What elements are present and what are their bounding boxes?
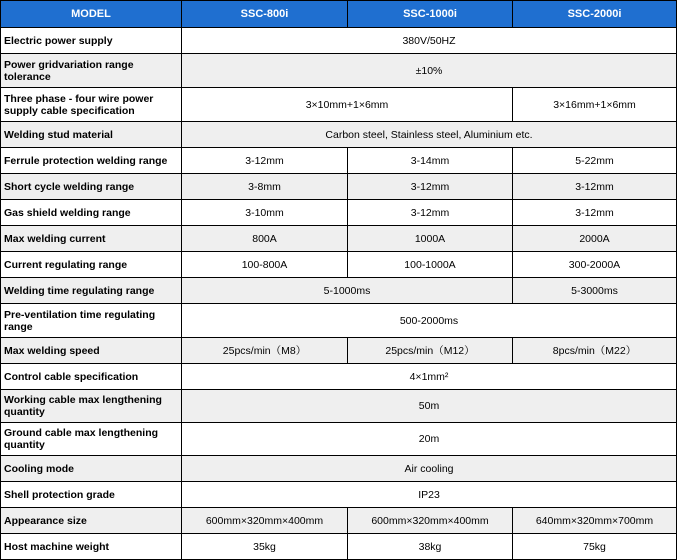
row-label: Short cycle welding range	[1, 174, 182, 200]
row-label: Pre-ventilation time regulating range	[1, 304, 182, 338]
row-label: Welding time regulating range	[1, 278, 182, 304]
row-label: Power gridvariation range tolerance	[1, 54, 182, 88]
row-value: Air cooling	[182, 456, 677, 482]
header-ssc-800i: SSC-800i	[182, 1, 348, 28]
row-value-2000: 2000A	[513, 226, 677, 252]
row-weight	[1, 534, 677, 560]
row-shell-grade	[1, 482, 677, 508]
row-value-1000: 25pcs/min（M12）	[348, 338, 513, 364]
row-label: Current regulating range	[1, 252, 182, 278]
row-value-2000: 3-12mm	[513, 200, 677, 226]
row-gas-shield	[1, 200, 677, 226]
row-label: Max welding current	[1, 226, 182, 252]
row-power-supply	[1, 28, 677, 54]
row-value: Carbon steel, Stainless steel, Aluminium etc.	[182, 122, 677, 148]
row-value-800: 3-8mm	[182, 174, 348, 200]
header-row	[1, 1, 677, 28]
row-value: 500-2000ms	[182, 304, 677, 338]
row-value-2000: 75kg	[513, 534, 677, 560]
row-value-2000: 3-12mm	[513, 174, 677, 200]
row-value-2000: 300-2000A	[513, 252, 677, 278]
row-value: ±10%	[182, 54, 677, 88]
row-cable-spec	[1, 88, 677, 122]
row-value-800-1000: 3×10mm+1×6mm	[182, 88, 513, 122]
row-value-1000: 3-14mm	[348, 148, 513, 174]
row-value: 50m	[182, 390, 677, 423]
row-value-1000: 3-12mm	[348, 174, 513, 200]
row-value-800: 25pcs/min（M8）	[182, 338, 348, 364]
row-value-1000: 3-12mm	[348, 200, 513, 226]
row-label: Ground cable max lengthening quantity	[1, 423, 182, 456]
row-working-cable	[1, 390, 677, 423]
row-control-cable	[1, 364, 677, 390]
row-value-1000: 600mm×320mm×400mm	[348, 508, 513, 534]
row-value-2000: 8pcs/min（M22）	[513, 338, 677, 364]
row-label: Ferrule protection welding range	[1, 148, 182, 174]
row-label: Welding stud material	[1, 122, 182, 148]
row-time-range	[1, 278, 677, 304]
row-label: Max welding speed	[1, 338, 182, 364]
row-label: Host machine weight	[1, 534, 182, 560]
row-value-2000: 5-3000ms	[513, 278, 677, 304]
row-value-2000: 5-22mm	[513, 148, 677, 174]
row-value-800: 600mm×320mm×400mm	[182, 508, 348, 534]
row-value-800: 800A	[182, 226, 348, 252]
row-value-800-1000: 5-1000ms	[182, 278, 513, 304]
row-label: Shell protection grade	[1, 482, 182, 508]
row-ferrule-range	[1, 148, 677, 174]
row-value-800: 35kg	[182, 534, 348, 560]
row-label: Gas shield welding range	[1, 200, 182, 226]
row-value-800: 3-12mm	[182, 148, 348, 174]
row-cooling	[1, 456, 677, 482]
row-short-cycle	[1, 174, 677, 200]
header-ssc-1000i: SSC-1000i	[348, 1, 513, 28]
row-value: IP23	[182, 482, 677, 508]
row-max-current	[1, 226, 677, 252]
row-preventilation	[1, 304, 677, 338]
header-ssc-2000i: SSC-2000i	[513, 1, 677, 28]
row-value: 380V/50HZ	[182, 28, 677, 54]
row-value-800: 100-800A	[182, 252, 348, 278]
row-ground-cable	[1, 423, 677, 456]
row-current-range	[1, 252, 677, 278]
row-max-speed	[1, 338, 677, 364]
row-value-1000: 100-1000A	[348, 252, 513, 278]
row-appearance	[1, 508, 677, 534]
row-label: Cooling mode	[1, 456, 182, 482]
row-value-1000: 38kg	[348, 534, 513, 560]
row-value: 4×1mm²	[182, 364, 677, 390]
header-model: MODEL	[1, 1, 182, 28]
row-stud-material	[1, 122, 677, 148]
row-value-2000: 640mm×320mm×700mm	[513, 508, 677, 534]
row-label: Control cable specification	[1, 364, 182, 390]
row-value: 20m	[182, 423, 677, 456]
row-label: Three phase - four wire power supply cable specification	[1, 88, 182, 122]
row-label: Appearance size	[1, 508, 182, 534]
row-value-800: 3-10mm	[182, 200, 348, 226]
row-value-1000: 1000A	[348, 226, 513, 252]
row-grid-tolerance	[1, 54, 677, 88]
row-value-2000: 3×16mm+1×6mm	[513, 88, 677, 122]
row-label: Electric power supply	[1, 28, 182, 54]
row-label: Working cable max lengthening quantity	[1, 390, 182, 423]
